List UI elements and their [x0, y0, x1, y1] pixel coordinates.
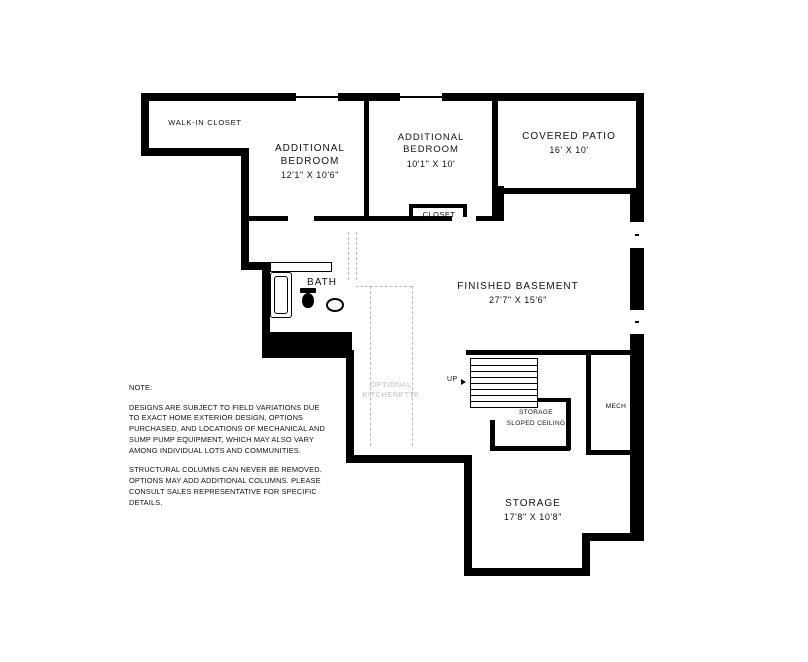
sink-fixture [326, 298, 344, 312]
notes-block [129, 383, 329, 517]
room-label-storage-small [506, 409, 566, 417]
kitchenette-dash-stub [348, 232, 349, 280]
patio-name: COVERED PATIO [522, 131, 616, 142]
wall-right-basement-a [630, 194, 644, 222]
notes-paragraph-2: STRUCTURAL COLUMNS CAN NEVER BE REMOVED. OPTIONS MAY ADD ADDITIONAL COLUMNS. PLEASE CONSULT SALES REPRESENTATIVE FOR SPECIFIC DETAILS. [129, 465, 322, 507]
basement-dims: 27'7" X 15'6" [489, 295, 547, 305]
room-label-sloped-ceiling [506, 420, 566, 428]
stair-step [471, 401, 537, 402]
notes-paragraph-1: DESIGNS ARE SUBJECT TO FIELD VARIATIONS DUE TO EXACT HOME EXTERIOR DESIGN, OPTIONS PURCHASED, AND LOCATIONS OF MECHANICAL AND SUMP PUMP EQUIPMENT, WHICH MAY ALSO VARY AMONG INDIVIDUAL LOTS AND COMMUNITIES. [129, 402, 325, 455]
stair-step [471, 395, 537, 396]
window-top-1 [296, 96, 338, 98]
stair-step [471, 371, 537, 372]
bath-name: BATH [307, 277, 337, 288]
wall-top-right [492, 93, 644, 101]
patio-rail-line [506, 190, 632, 192]
wall-mech-left [586, 350, 591, 455]
kitchenette-dash-top [370, 286, 412, 287]
wall-storage-small-left [490, 420, 495, 451]
wall-bath-top-connector [241, 262, 270, 270]
notes-heading: NOTE: [129, 383, 153, 392]
staircase [470, 358, 538, 408]
wall-storage-left [464, 455, 472, 575]
basement-name: FINISHED BASEMENT [457, 281, 579, 292]
room-label-covered-patio [503, 130, 635, 157]
closet-name: CLOSET [422, 210, 456, 219]
storage-large-dims: 17'8" X 10'8" [504, 512, 562, 522]
storage-large-name: STORAGE [505, 498, 561, 509]
wall-closet-top [409, 204, 467, 208]
bedroom2-name: ADDITIONAL BEDROOM [397, 132, 465, 156]
wall-mech-bottom [586, 450, 644, 455]
optional-kitchenette-label [351, 380, 431, 400]
wall-top-mid-a [338, 93, 400, 101]
stair-step [471, 365, 537, 366]
kitchenette-dash-left [370, 286, 371, 446]
wall-top-left [141, 93, 293, 101]
stair-step [471, 389, 537, 390]
toilet-bowl [302, 293, 314, 308]
room-label-finished-basement [428, 280, 608, 307]
window-right-1-line [635, 234, 639, 236]
stair-step [471, 377, 537, 378]
bathtub-inner [274, 276, 288, 314]
sloped-ceiling-name: SLOPED CEILING [506, 420, 566, 427]
wall-storage-bottom [464, 568, 590, 576]
bedroom1-dims: 12'1" X 10'6" [281, 170, 339, 180]
wall-stair-top [466, 350, 644, 355]
wall-bath-bottom [262, 332, 352, 358]
window-right-2-line [635, 321, 639, 323]
room-label-storage-large [478, 497, 588, 524]
wall-basement-bottom-left [346, 350, 354, 462]
wall-right-basement-b [630, 248, 644, 310]
window-top-2 [400, 96, 442, 98]
kitchenette-dash-right [412, 286, 413, 446]
bedroom1-name: ADDITIONAL BEDROOM [274, 143, 345, 167]
kitchenette-line1: OPTIONAL KITCHENETTE [362, 380, 420, 399]
stair-step [471, 383, 537, 384]
room-label-mech [592, 403, 640, 411]
wall-jog-vertical [241, 148, 249, 270]
stair-direction-arrow-icon [461, 379, 466, 385]
wall-bath-left [262, 262, 270, 340]
room-label-additional-bedroom-1 [255, 142, 365, 182]
wall-right-patio [636, 93, 644, 203]
wall-right-basement-c [630, 334, 644, 534]
wall-storage-small-right [566, 398, 571, 450]
storage-small-name: STORAGE [519, 409, 553, 416]
walk-in-closet-name: WALK-IN CLOSET [168, 118, 242, 127]
stair-up-label: UP [447, 376, 458, 383]
room-label-additional-bedroom-2 [376, 132, 486, 170]
room-label-bath [288, 276, 356, 289]
vanity-counter [270, 262, 332, 272]
kitchenette-dash-mid [356, 286, 372, 287]
wall-storage-small-bottom [490, 446, 570, 451]
bedroom2-dims: 10'1" X 10' [406, 158, 456, 169]
wall-bed2-patio [492, 93, 498, 196]
kitchenette-dash-stub2 [356, 232, 357, 280]
room-label-closet [413, 210, 465, 219]
room-label-walk-in-closet [150, 118, 260, 127]
wall-basement-bottom [346, 455, 472, 463]
patio-dims: 16' X 10' [549, 145, 589, 155]
wall-storage-jog-h [582, 533, 644, 541]
mech-name: MECH [605, 403, 627, 410]
wall-closet-bottom [141, 148, 249, 156]
wall-top-mid-b [442, 93, 492, 101]
wall-left-upper [141, 93, 149, 156]
door-opening-bed1 [288, 215, 314, 222]
